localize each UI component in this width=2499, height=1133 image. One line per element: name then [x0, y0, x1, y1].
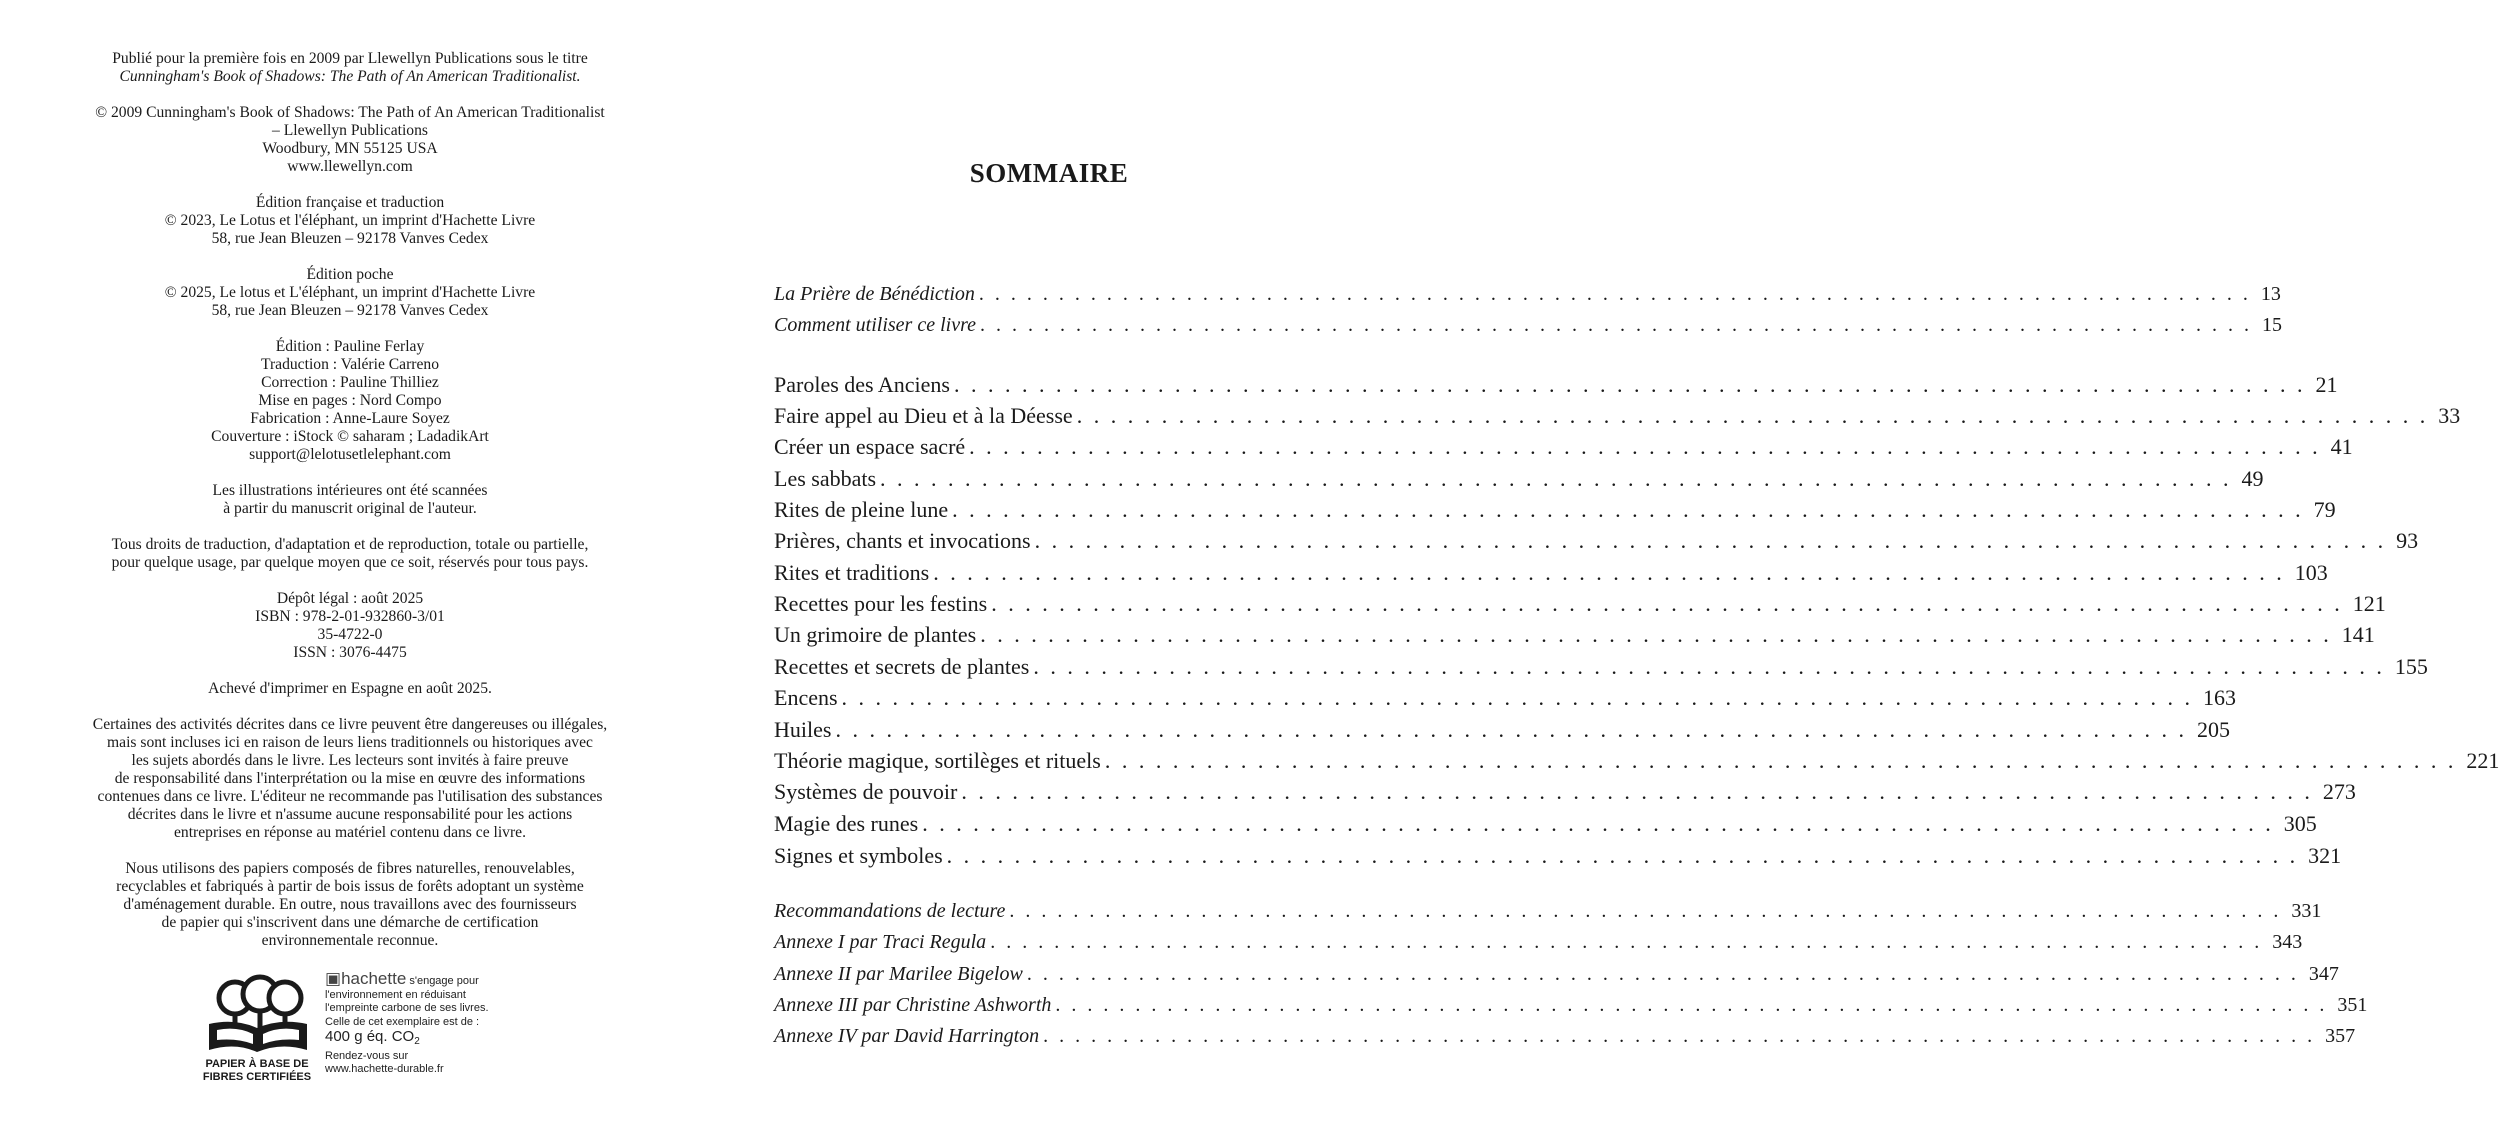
- eco-paper-label: [195, 1058, 319, 1084]
- text-line: Édition poche: [306, 266, 394, 283]
- text-line: les sujets abordés dans le livre. Les lecteurs sont invités à faire preuve: [131, 752, 569, 769]
- toc-leader-dots: . . . . . . . . . . . . . . . . . . . . . . . . . . . . . . . . . . . . . . . . . . . . . . . . . . . . . . . . . . . . . . . . . . . . . . . . . . . . . . . .: [1104, 748, 2457, 773]
- text-line: pour quelque usage, par quelque moyen que ce soit, réservés pour tous pays.: [111, 554, 589, 571]
- toc-entry-title: Un grimoire de plantes: [774, 622, 977, 647]
- text-line: Tous droits de traduction, d'adaptation et de reproduction, totale ou partielle,: [111, 536, 589, 553]
- toc-entry-title: Recettes pour les festins: [774, 591, 988, 616]
- toc-entry-page: 331: [2291, 900, 2322, 922]
- text-line: www.llewellyn.com: [287, 158, 413, 175]
- toc-entry: [774, 622, 2375, 652]
- text-block: [60, 536, 640, 572]
- toc-entry-title: Paroles des Anciens: [774, 372, 950, 397]
- text-line: d'aménagement durable. En outre, nous travaillons avec des fournisseurs: [123, 896, 577, 913]
- toc-entry-title: Annexe I par Traci Regula: [774, 931, 987, 953]
- toc-leader-dots: . . . . . . . . . . . . . . . . . . . . . . . . . . . . . . . . . . . . . . . . . . . . . . . . . . . . . . . . . . . . . . . . . . . . . . . . . . . . . . . .: [1026, 963, 2299, 985]
- toc-leader-dots: . . . . . . . . . . . . . . . . . . . . . . . . . . . . . . . . . . . . . . . . . . . . . . . . . . . . . . . . . . . . . . . . . . . . . . . . . . . . . . . .: [880, 466, 2232, 491]
- eco-label-line: PAPIER À BASE DE: [205, 1058, 309, 1070]
- toc-entry-page: 305: [2283, 811, 2317, 836]
- hachette-brand-line: [325, 969, 525, 989]
- toc-entry-page: 49: [2241, 466, 2264, 491]
- toc-entry-title: Annexe II par Marilee Bigelow: [774, 963, 1023, 985]
- text-line: Woodbury, MN 55125 USA: [262, 140, 438, 157]
- toc-entry-page: 273: [2322, 779, 2356, 804]
- toc-entry-page: 103: [2294, 560, 2328, 585]
- toc-entry: [774, 497, 2336, 527]
- toc-leader-dots: . . . . . . . . . . . . . . . . . . . . . . . . . . . . . . . . . . . . . . . . . . . . . . . . . . . . . . . . . . . . . . . . . . . . . . . . . . . . . . . .: [1009, 900, 2282, 922]
- text-block: [60, 194, 640, 248]
- toc-leader-dots: . . . . . . . . . . . . . . . . . . . . . . . . . . . . . . . . . . . . . . . . . . . . . . . . . . . . . . . . . . . . . . . . . . . . . . . . . . . . . . . .: [969, 434, 2321, 459]
- toc-leader-dots: . . . . . . . . . . . . . . . . . . . . . . . . . . . . . . . . . . . . . . . . . . . . . . . . . . . . . . . . . . . . . . . . . . . . . . . . . . . . . . . .: [841, 685, 2194, 710]
- toc-leader-dots: . . . . . . . . . . . . . . . . . . . . . . . . . . . . . . . . . . . . . . . . . . . . . . . . . . . . . . . . . . . . . . . . . . . . . . . . . . . . . . . .: [1034, 528, 2387, 553]
- toc-entry: [774, 372, 2338, 402]
- toc-entry-page: 21: [2315, 372, 2338, 397]
- toc-entry-page: 321: [2308, 843, 2342, 868]
- brand-tail: s'engage pour: [406, 975, 479, 987]
- eco-text-line: l'empreinte carbone de ses livres.: [325, 1002, 489, 1014]
- toc-leader-dots: . . . . . . . . . . . . . . . . . . . . . . . . . . . . . . . . . . . . . . . . . . . . . . . . . . . . . . . . . . . . . . . . . . . . . . . . . . . . . . . .: [835, 717, 2187, 742]
- toc-entry-title: Magie des runes: [774, 811, 919, 836]
- eco-url: www.hachette-durable.fr: [325, 1063, 444, 1076]
- toc-entry-page: 347: [2308, 963, 2339, 985]
- text-line: recyclables et fabriqués à partir de bois issus de forêts adoptant un système: [116, 878, 584, 895]
- toc-entry-page: 13: [2260, 283, 2281, 305]
- text-line: 58, rue Jean Bleuzen – 92178 Vanves Cedex: [211, 302, 489, 319]
- toc-entry: [774, 654, 2428, 684]
- toc-leader-dots: . . . . . . . . . . . . . . . . . . . . . . . . . . . . . . . . . . . . . . . . . . . . . . . . . . . . . . . . . . . . . . . . . . . . . . . . . . . . . . . .: [990, 931, 2263, 953]
- toc-entry-title: Comment utiliser ce livre: [774, 314, 976, 336]
- toc-entry-title: Signes et symboles: [774, 843, 943, 868]
- toc-entry: [774, 528, 2419, 558]
- text-line: © 2025, Le lotus et L'éléphant, un imprint d'Hachette Livre: [164, 284, 536, 301]
- text-line: 35-4722-0: [317, 626, 383, 643]
- toc-entry: [774, 963, 2339, 993]
- eco-text-line: Rendez-vous sur: [325, 1049, 409, 1062]
- toc-entry-page: 15: [2262, 314, 2282, 336]
- toc-entry: [774, 403, 2461, 433]
- toc-entry: [774, 843, 2342, 873]
- text-line: Correction : Pauline Thilliez: [261, 374, 439, 391]
- text-line: – Llewellyn Publications: [272, 122, 428, 139]
- trees-book-icon: [195, 970, 319, 1056]
- text-block: [60, 104, 640, 176]
- text-line: Fabrication : Anne-Laure Soyez: [250, 410, 450, 427]
- toc-entry-page: 121: [2352, 591, 2386, 616]
- toc-entry-title: Annexe IV par David Harrington: [774, 1025, 1040, 1047]
- text-line: © 2009 Cunningham's Book of Shadows: The Path of An American Traditionalist: [95, 104, 605, 121]
- toc-entry-title: Rites de pleine lune: [774, 497, 949, 522]
- toc-entry-title: Les sabbats: [774, 466, 877, 491]
- toc-leader-dots: . . . . . . . . . . . . . . . . . . . . . . . . . . . . . . . . . . . . . . . . . . . . . . . . . . . . . . . . . . . . . . . . . . . . . . . . . . . . . . . .: [922, 811, 2274, 836]
- toc-entry-page: 79: [2313, 497, 2336, 522]
- toc-entry-title: Huiles: [774, 717, 832, 742]
- text-line: Mise en pages : Nord Compo: [258, 392, 442, 409]
- co2-subscript: 2: [414, 1036, 420, 1048]
- toc-entry-page: 93: [2396, 528, 2419, 553]
- text-line: Couverture : iStock © saharam ; LadadikArt: [211, 428, 489, 445]
- toc-entry: [774, 314, 2282, 344]
- toc-leader-dots: . . . . . . . . . . . . . . . . . . . . . . . . . . . . . . . . . . . . . . . . . . . . . . . . . . . . . . . . . . . . . . . . . . . . . . . . . . . . . . . .: [980, 622, 2332, 647]
- text-line: décrites dans le livre et n'assume aucune responsabilité pour les actions: [127, 806, 573, 823]
- toc-entry-page: 41: [2330, 434, 2353, 459]
- toc-leader-dots: . . . . . . . . . . . . . . . . . . . . . . . . . . . . . . . . . . . . . . . . . . . . . . . . . . . . . . . . . . . . . . . . . . . . . . . . . . . . . . . .: [1043, 1025, 2316, 1047]
- toc-entry-page: 155: [2394, 654, 2428, 679]
- text-line: ISBN : 978-2-01-932860-3/01: [255, 608, 445, 625]
- text-line: Les illustrations intérieures ont été scannées: [212, 482, 488, 499]
- text-line: de papier qui s'inscrivent dans une démarche de certification: [161, 914, 539, 931]
- hachette-eco-text: [325, 969, 525, 1077]
- text-line: Certaines des activités décrites dans ce livre peuvent être dangereuses ou illégales,: [92, 716, 608, 733]
- toc-entry-title: Recommandations de lecture: [774, 900, 1006, 922]
- eco-label-line: FIBRES CERTIFIÉES: [202, 1071, 312, 1083]
- toc-entry-title: Encens: [774, 685, 838, 710]
- text-line: © 2023, Le Lotus et l'éléphant, un imprint d'Hachette Livre: [164, 212, 536, 229]
- eco-text-line: l'environnement en réduisant: [325, 988, 466, 1001]
- text-line: mais sont incluses ici en raison de leurs liens traditionnels ou historiques avec: [107, 734, 593, 751]
- toc-entry-page: 163: [2203, 685, 2237, 710]
- text-line: Nous utilisons des papiers composés de fibres naturelles, renouvelables,: [125, 860, 575, 877]
- toc-leader-dots: . . . . . . . . . . . . . . . . . . . . . . . . . . . . . . . . . . . . . . . . . . . . . . . . . . . . . . . . . . . . . . . . . . . . . . . . . . . . . . . .: [953, 372, 2306, 397]
- toc-entry: [774, 931, 2303, 961]
- toc-entry-title: Annexe III par Christine Ashworth: [774, 994, 1052, 1016]
- toc-entry-page: 141: [2341, 622, 2375, 647]
- toc-entry: [774, 900, 2322, 930]
- toc-entry-page: 357: [2325, 1025, 2356, 1047]
- toc-entry-page: 343: [2272, 931, 2303, 953]
- toc-entry-page: 221: [2466, 748, 2499, 773]
- toc-entry: [774, 466, 2264, 496]
- text-line: de responsabilité dans l'interprétation ou la mise en œuvre des informations: [114, 770, 586, 787]
- text-line: Traduction : Valérie Carreno: [261, 356, 439, 373]
- text-line: Cunningham's Book of Shadows: The Path of An American Traditionalist.: [119, 68, 581, 85]
- toc-entry-page: 33: [2438, 403, 2461, 428]
- toc-entry-title: Systèmes de pouvoir: [774, 779, 958, 804]
- page-title: SOMMAIRE: [969, 158, 1129, 188]
- toc-entry-title: Prières, chants et invocations: [774, 528, 1031, 553]
- hachette-brand: hachette: [341, 969, 407, 988]
- text-line: Publié pour la première fois en 2009 par Llewellyn Publications sous le titre: [112, 50, 588, 67]
- toc-leader-dots: . . . . . . . . . . . . . . . . . . . . . . . . . . . . . . . . . . . . . . . . . . . . . . . . . . . . . . . . . . . . . . . . . . . . . . . . . . . . . . . .: [1033, 654, 2385, 679]
- text-block: [60, 680, 640, 698]
- toc-leader-dots: . . . . . . . . . . . . . . . . . . . . . . . . . . . . . . . . . . . . . . . . . . . . . . . . . . . . . . . . . . . . . . . . . . . . . . . . . . . . . . . .: [991, 591, 2343, 616]
- toc-entry: [774, 685, 2237, 715]
- toc-leader-dots: . . . . . . . . . . . . . . . . . . . . . . . . . . . . . . . . . . . . . . . . . . . . . . . . . . . . . . . . . . . . . . . . . . . . . . . . . . . . . . . .: [1055, 994, 2328, 1016]
- text-line: 58, rue Jean Bleuzen – 92178 Vanves Cedex: [211, 230, 489, 247]
- text-block: [60, 860, 640, 950]
- toc-entry: [774, 779, 2356, 809]
- eco-paper-logo: [195, 970, 515, 1090]
- toc-entry-title: Créer un espace sacré: [774, 434, 966, 459]
- eco-text-line: Celle de cet exemplaire est de :: [325, 1015, 480, 1028]
- toc-leader-dots: . . . . . . . . . . . . . . . . . . . . . . . . . . . . . . . . . . . . . . . . . . . . . . . . . . . . . . . . . . . . . . . . . . . . . . . . . . . . . . . .: [946, 843, 2299, 868]
- text-line: environnementale reconnue.: [261, 932, 439, 949]
- toc-entry-title: Rites et traditions: [774, 560, 930, 585]
- toc-entry: [774, 1025, 2356, 1055]
- text-line: support@lelotusetlelephant.com: [249, 446, 451, 463]
- toc-entry: [774, 748, 2499, 778]
- co2-value: [325, 1030, 525, 1049]
- toc-entry-page: 205: [2196, 717, 2230, 742]
- text-line: Édition française et traduction: [255, 194, 445, 211]
- text-line: à partir du manuscrit original de l'auteur.: [223, 500, 477, 517]
- text-line: Dépôt légal : août 2025: [276, 590, 424, 607]
- toc-entry: [774, 717, 2230, 747]
- co2-amount: 400 g éq. CO: [325, 1028, 415, 1045]
- toc-leader-dots: . . . . . . . . . . . . . . . . . . . . . . . . . . . . . . . . . . . . . . . . . . . . . . . . . . . . . . . . . . . . . . . . . . . . . . . . . . . . . . . .: [1076, 403, 2429, 428]
- toc-leader-dots: . . . . . . . . . . . . . . . . . . . . . . . . . . . . . . . . . . . . . . . . . . . . . . . . . . . . . . . . . . . . . . . . . . . . . . . . . . . . . . . .: [952, 497, 2304, 522]
- copyright-page: [60, 50, 640, 968]
- toc-leader-dots: . . . . . . . . . . . . . . . . . . . . . . . . . . . . . . . . . . . . . . . . . . . . . . . . . . . . . . . . . . . . . . . . . . . . . . . . . . . . . . . .: [961, 779, 2313, 804]
- toc-entry: [774, 434, 2353, 464]
- text-line: ISSN : 3076-4475: [293, 644, 407, 661]
- toc-entry-title: Faire appel au Dieu et à la Déesse: [774, 403, 1073, 428]
- text-block: [60, 50, 640, 86]
- text-line: Édition : Pauline Ferlay: [275, 338, 425, 355]
- text-block: [60, 266, 640, 320]
- toc-leader-dots: . . . . . . . . . . . . . . . . . . . . . . . . . . . . . . . . . . . . . . . . . . . . . . . . . . . . . . . . . . . . . . . . . . . . . . . . . . . . . . . .: [980, 314, 2252, 336]
- toc-leader-dots: . . . . . . . . . . . . . . . . . . . . . . . . . . . . . . . . . . . . . . . . . . . . . . . . . . . . . . . . . . . . . . . . . . . . . . . . . . . . . . . .: [933, 560, 2285, 585]
- text-block: [60, 482, 640, 518]
- toc-entry-title: La Prière de Bénédiction: [774, 283, 975, 305]
- toc-entry-title: Recettes et secrets de plantes: [774, 654, 1030, 679]
- toc-entry: [774, 283, 2281, 313]
- text-line: Achevé d'imprimer en Espagne en août 2025.: [208, 680, 492, 697]
- toc-entry-title: Théorie magique, sortilèges et rituels: [774, 748, 1101, 773]
- toc-entry: [774, 811, 2317, 841]
- hachette-logo-icon: ▣: [325, 969, 342, 988]
- toc-entry-page: 351: [2337, 994, 2368, 1016]
- text-block: [60, 716, 640, 842]
- toc-entry: [774, 560, 2328, 590]
- toc-entry: [774, 994, 2368, 1024]
- text-block: [60, 590, 640, 662]
- toc-leader-dots: . . . . . . . . . . . . . . . . . . . . . . . . . . . . . . . . . . . . . . . . . . . . . . . . . . . . . . . . . . . . . . . . . . . . . . . . . . . . . . . .: [978, 283, 2251, 305]
- text-block: [60, 338, 640, 464]
- text-line: entreprises en réponse au matériel contenu dans ce livre.: [173, 824, 526, 841]
- toc-entry: [774, 591, 2386, 621]
- text-line: contenues dans ce livre. L'éditeur ne recommande pas l'utilisation des substances: [97, 788, 603, 805]
